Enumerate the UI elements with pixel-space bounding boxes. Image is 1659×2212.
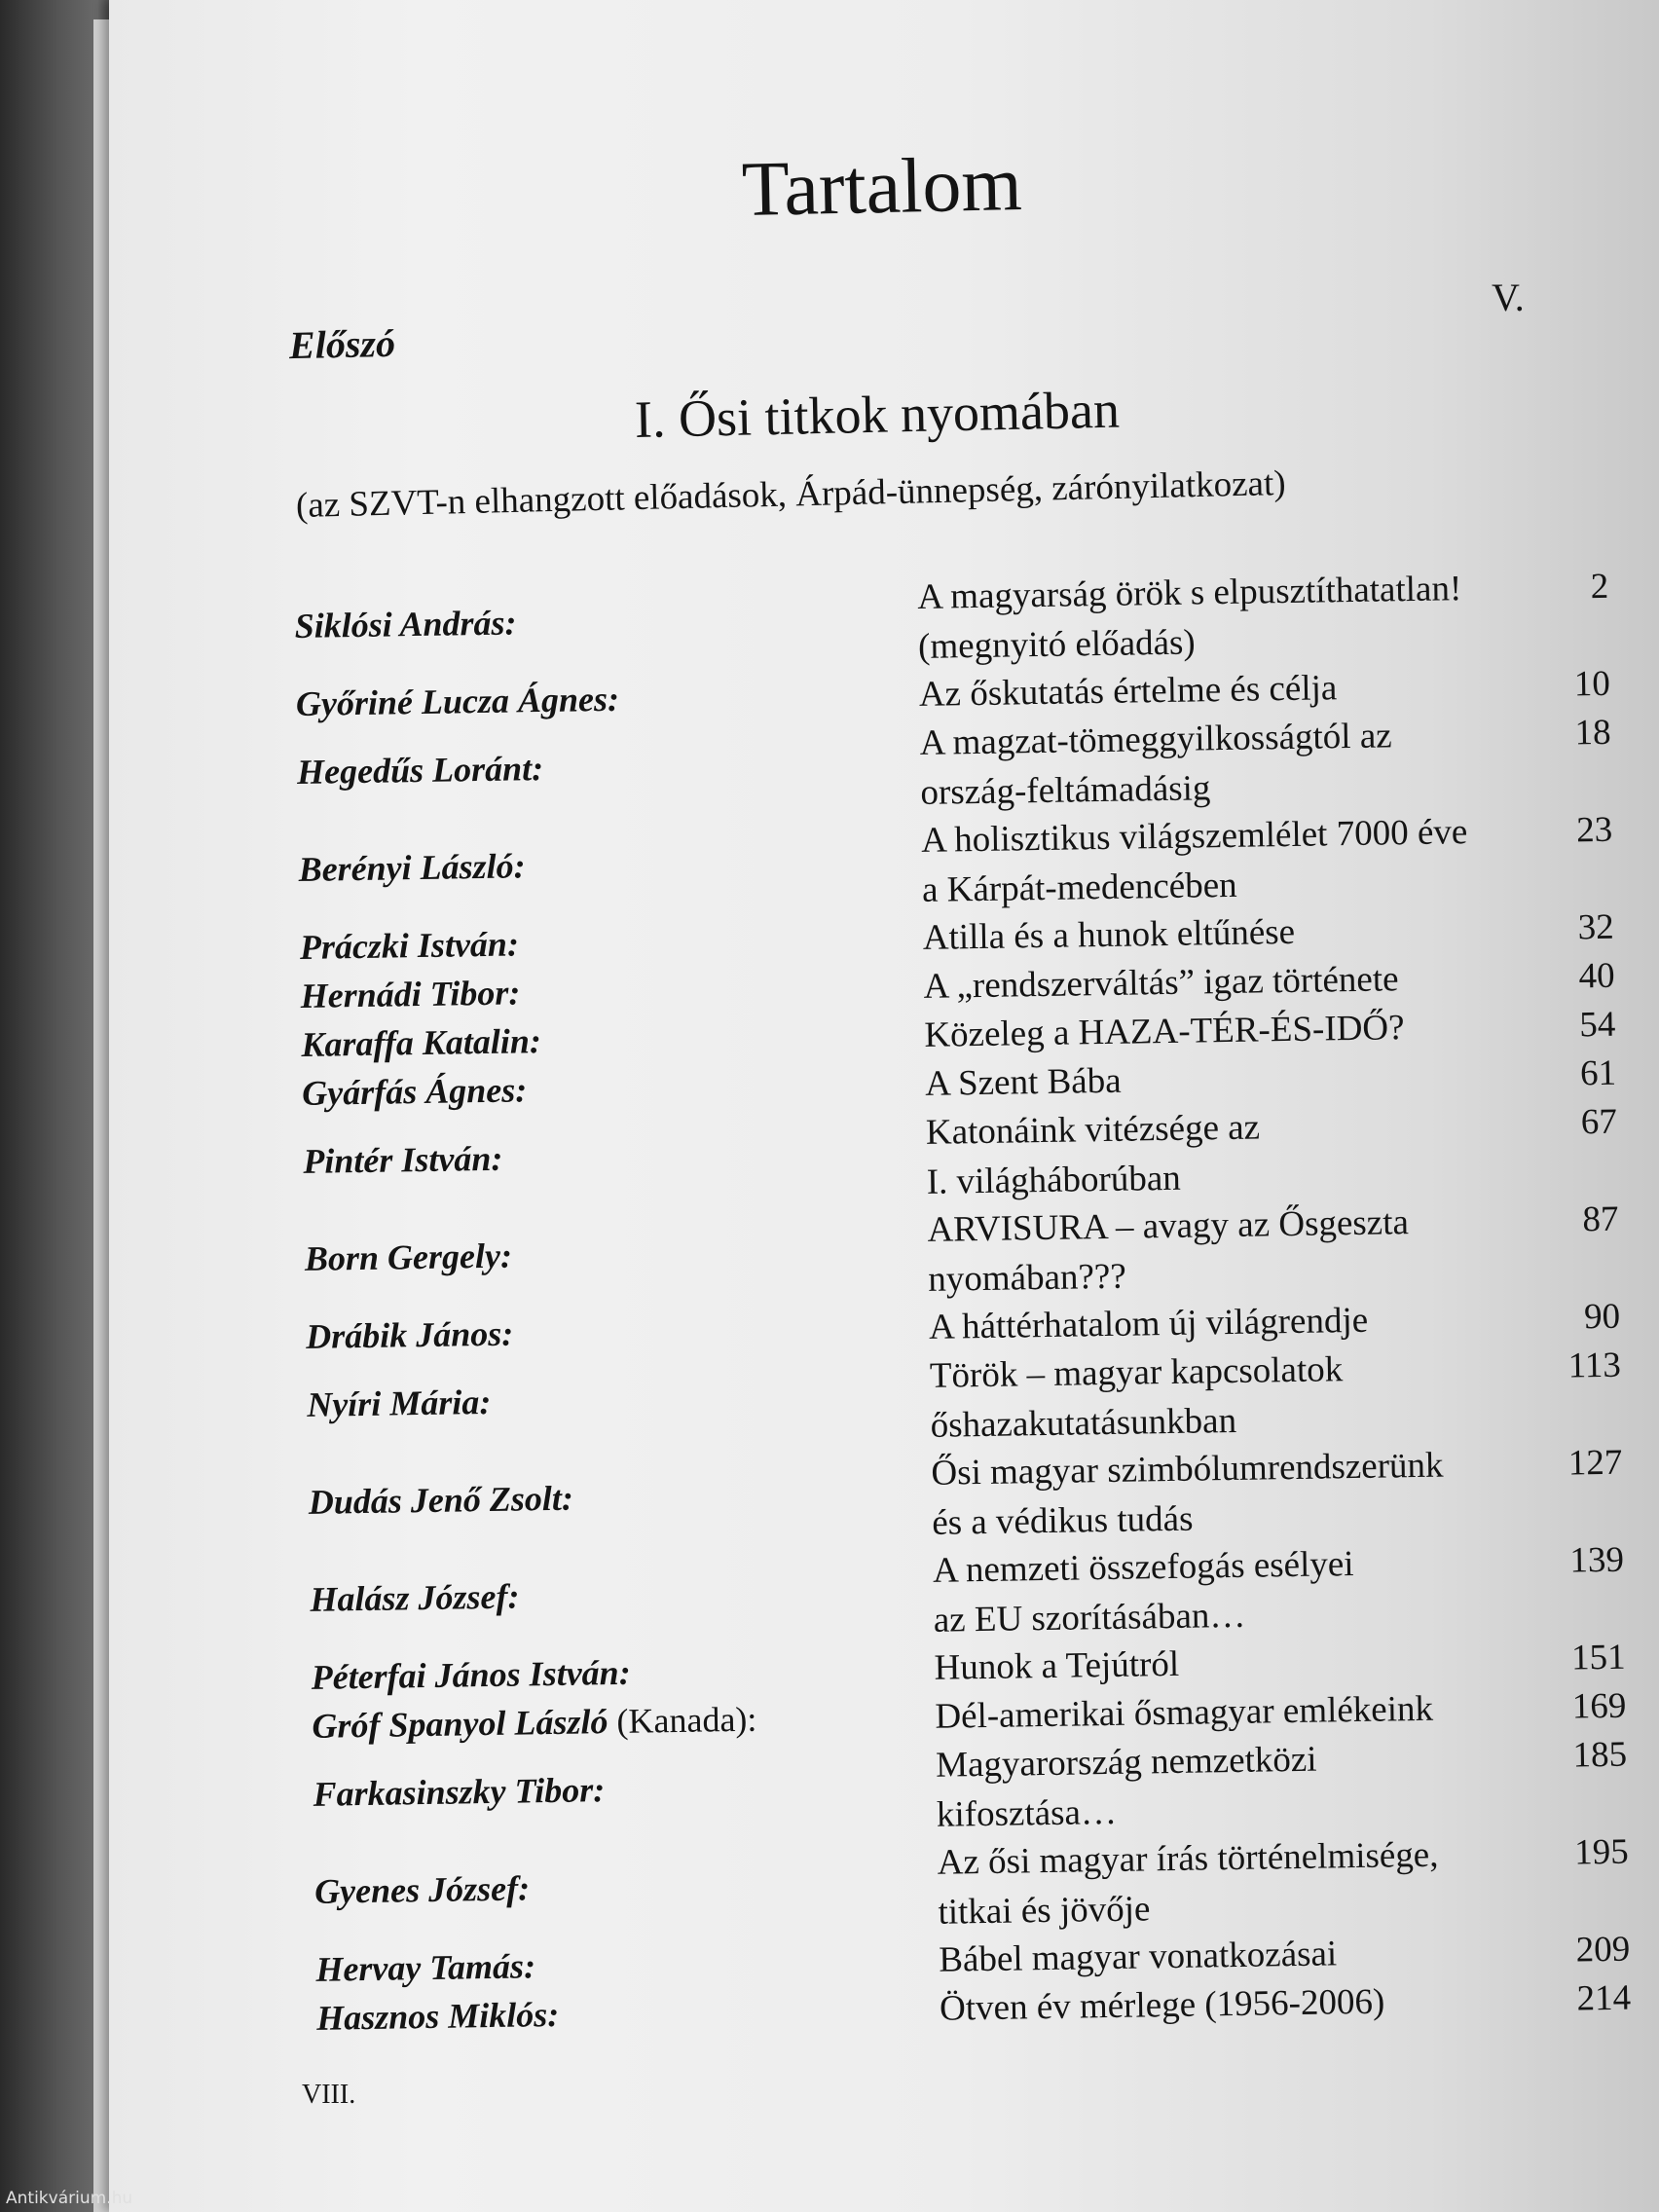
toc-page-number: 32: [1577, 906, 1615, 948]
toc-title-line: Atilla és a hunok eltűnése: [922, 911, 1296, 958]
toc-author-name: Berényi László:: [298, 846, 526, 889]
toc-entry: [294, 561, 1659, 667]
toc-page-number: 151: [1570, 1637, 1626, 1678]
toc-author-name: Born Gergely:: [304, 1235, 513, 1278]
toc-title-line: Magyarország nemzetközi: [935, 1739, 1317, 1786]
toc-title-line: I. világháborúban: [926, 1158, 1182, 1202]
watermark: Antikvárium.hu: [6, 2189, 133, 2208]
toc-title: [936, 1730, 1580, 1839]
toc-page-number: 195: [1573, 1831, 1629, 1873]
toc-page-number: 209: [1575, 1929, 1631, 1971]
toc-author: [315, 1945, 535, 1990]
toc-title: [937, 1827, 1581, 1936]
toc-title-line: Katonáink vitézsége az: [925, 1107, 1261, 1153]
toc-author: [309, 1478, 574, 1523]
toc-author-name: Halász József:: [310, 1576, 520, 1619]
toc-title: [940, 1973, 1583, 2033]
toc-title-line: A háttérhatalom új világrendje: [928, 1300, 1369, 1347]
section-title: I. Ősi titkok nyomában: [634, 380, 1121, 449]
toc-title-line: A nemzeti összefogás esélyei: [932, 1544, 1354, 1591]
toc-author: [305, 1235, 513, 1279]
toc-author-name: Hervay Tamás:: [315, 1946, 536, 1989]
toc-author-name: Gróf Spanyol László: [312, 1702, 608, 1746]
toc-title-line: Dél-amerikai ősmagyar emlékeink: [935, 1688, 1434, 1737]
toc-page-number: 87: [1582, 1198, 1619, 1240]
toc-title-line: és a védikus tudás: [931, 1498, 1194, 1543]
toc-title: [926, 1098, 1570, 1207]
toc-author-name: Hernádi Tibor:: [300, 973, 521, 1015]
toc-page-number: 113: [1567, 1345, 1622, 1386]
toc-author: [300, 972, 520, 1016]
toc-title: [931, 1438, 1575, 1547]
toc-title-line: Bábel magyar vonatkozásai: [938, 1934, 1338, 1980]
toc-author: [302, 1069, 528, 1114]
toc-title: [927, 1196, 1571, 1305]
toc-title: [917, 563, 1562, 672]
toc-author-name: Nyíri Mária:: [306, 1382, 492, 1424]
toc-title: [929, 1341, 1573, 1450]
toc-author-name: Dudás Jenő Zsolt:: [308, 1478, 574, 1522]
toc-title-line: ARVISURA – avagy az Ősgeszta: [927, 1202, 1410, 1250]
toc-author: [296, 679, 620, 724]
toc-author-name: Gyárfás Ágnes:: [301, 1070, 528, 1113]
toc-author: [313, 1769, 605, 1815]
toc-author-name: Pintér István:: [303, 1138, 503, 1181]
toc-author-note: (Kanada):: [608, 1699, 757, 1742]
foreword-label: Előszó: [288, 320, 396, 368]
toc-author: [300, 923, 520, 968]
toc-author: [301, 1020, 541, 1065]
toc-author-name: Péterfai János István:: [311, 1652, 631, 1697]
toc-author-name: Gyenes József:: [313, 1868, 531, 1911]
toc-author: [294, 602, 516, 646]
toc-author: [303, 1138, 503, 1182]
toc-author-name: Drábik János:: [305, 1313, 514, 1356]
toc-title-line: titkai és jövője: [938, 1889, 1151, 1933]
toc-title-line: A magzat-tömeggyilkosságtól az: [919, 716, 1392, 763]
toc-title-line: nyomában???: [928, 1256, 1127, 1300]
toc-page-number: 54: [1578, 1004, 1616, 1046]
toc-author-name: Siklósi András:: [294, 603, 517, 645]
toc-page-number: 61: [1579, 1052, 1617, 1094]
toc-title: [933, 1535, 1577, 1644]
toc-title-line: A „rendszerváltás” igaz története: [923, 959, 1399, 1007]
toc-page-number: 139: [1569, 1539, 1625, 1581]
toc-author-name: Karaffa Katalin:: [301, 1021, 542, 1064]
toc-title: [919, 709, 1564, 818]
toc-title-line: ország-feltámadásig: [920, 768, 1211, 813]
table-of-contents: [294, 561, 1659, 2038]
toc-title-line: Az ősi magyar írás történelmisége,: [937, 1834, 1439, 1883]
toc-page-number: 10: [1573, 663, 1611, 705]
toc-page-number: 185: [1572, 1734, 1628, 1776]
toc-author: [311, 1652, 631, 1698]
toc-title-line: A magyarság örök s elpusztíthatatlan!: [916, 569, 1462, 617]
toc-author: [314, 1867, 531, 1911]
toc-title-line: Török – magyar kapcsolatok: [929, 1349, 1344, 1396]
toc-title-line: Ősi magyar szimbólumrendszerünk: [931, 1445, 1444, 1493]
toc-title-line: (megnyitó előadás): [917, 622, 1197, 667]
toc-page-number: 23: [1575, 809, 1613, 851]
toc-page-number: 90: [1583, 1296, 1621, 1338]
toc-author: [298, 845, 526, 890]
toc-author-name: Győriné Lucza Ágnes:: [295, 679, 620, 723]
toc-author-name: Farkasinszky Tibor:: [313, 1770, 606, 1814]
toc-page-number: 18: [1574, 712, 1611, 754]
toc-author: [316, 1994, 560, 2039]
toc-author-name: Hasznos Miklós:: [315, 1994, 560, 2038]
section-subtitle: (az SZVT-n elhangzott előadások, Árpád-ünnepség, zárónyilatkozat): [295, 462, 1287, 526]
toc-page-number: 40: [1578, 955, 1615, 997]
toc-page-number: 2: [1590, 566, 1609, 608]
toc-page-number: 214: [1576, 1977, 1632, 2019]
toc-author-name: Hegedűs Loránt:: [296, 749, 544, 792]
toc-title-line: Közeleg a HAZA-TÉR-ÉS-IDŐ?: [924, 1008, 1405, 1055]
toc-title: [921, 806, 1566, 915]
toc-author: [306, 1313, 514, 1357]
toc-title-line: kifosztása…: [936, 1791, 1118, 1835]
toc-title-line: Az őskutatás értelme és célja: [918, 668, 1338, 715]
toc-page-number: 67: [1580, 1101, 1618, 1143]
toc-author: [297, 748, 544, 793]
toc-author-name: Práczki István:: [299, 924, 520, 967]
toc-author: [310, 1575, 520, 1619]
toc-title-line: Ötven év mérlege (1956-2006): [939, 1981, 1385, 2029]
book-page: [109, 0, 1659, 2212]
toc-title-line: Hunok a Tejútról: [934, 1643, 1180, 1688]
toc-author: [312, 1699, 757, 1747]
toc-page-number: 169: [1571, 1685, 1627, 1727]
foreword-page-number: V.: [1492, 276, 1525, 319]
toc-title-line: az EU szorításában…: [933, 1595, 1246, 1641]
toc-author: [307, 1382, 492, 1425]
toc-title-line: A holisztikus világszemlélet 7000 éve: [920, 812, 1468, 861]
toc-title-line: A Szent Bába: [924, 1060, 1122, 1104]
page-number: VIII.: [302, 2080, 356, 2110]
toc-title-line: a Kárpát-medencében: [921, 865, 1237, 910]
toc-page-number: 127: [1567, 1442, 1623, 1484]
toc-title-line: őshazakutatásunkban: [930, 1400, 1237, 1446]
page-title: Tartalom: [741, 140, 1023, 233]
